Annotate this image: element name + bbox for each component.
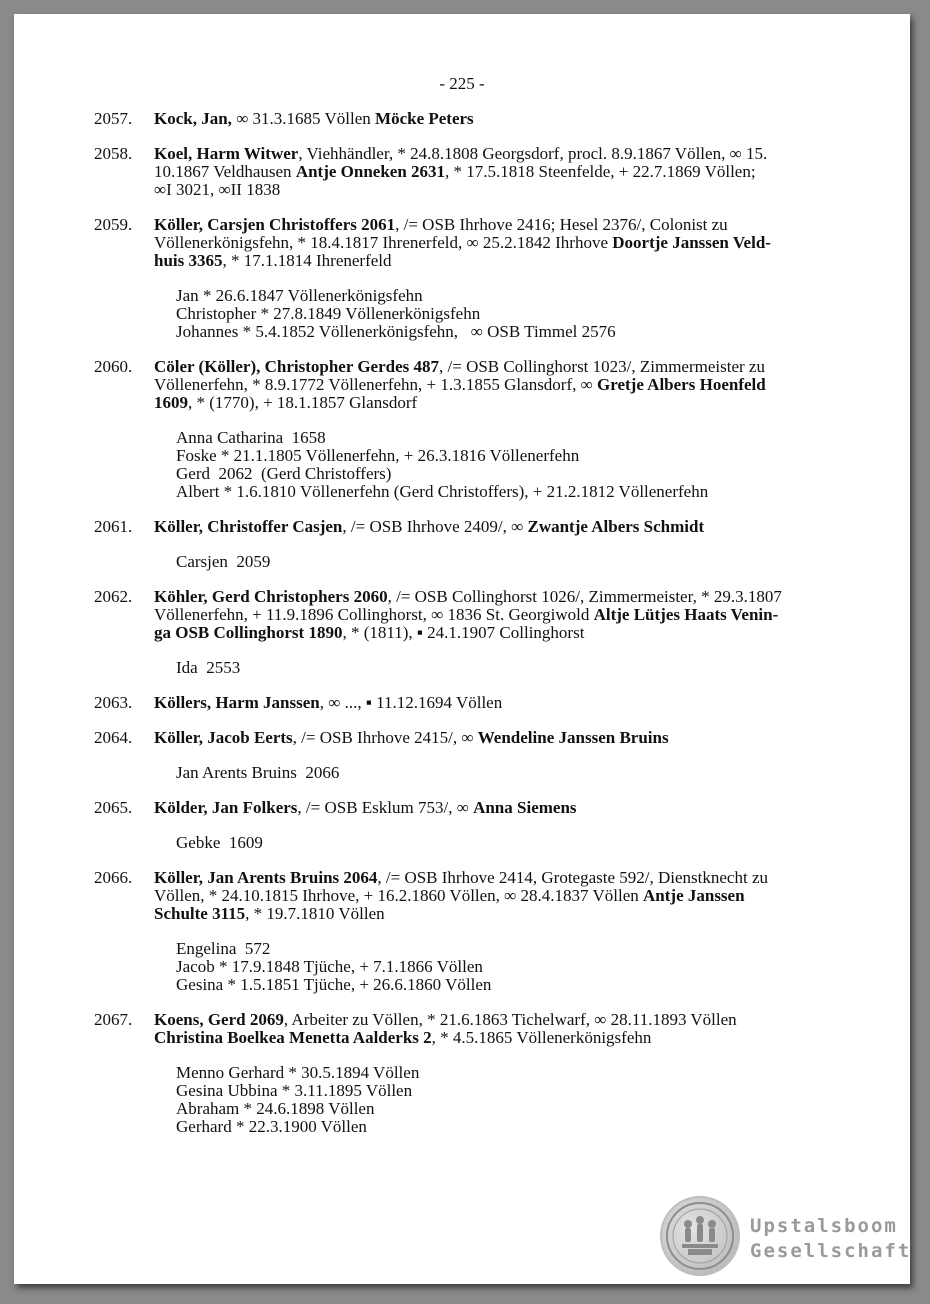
children-list (154, 659, 854, 677)
child-entry: Abraham * 24.6.1898 Völlen (176, 1099, 375, 1118)
entry-body (154, 216, 854, 341)
entry-body (154, 1011, 854, 1136)
entry-name-bold: Altje Lütjes Haats Venin- ga OSB Collinghorst 1890 (154, 605, 779, 642)
entry-name-bold: Köhler, Gerd Christophers 2060 (154, 587, 388, 606)
entry-text-segment: , /= OSB Esklum 753/, ∞ (297, 798, 474, 817)
entry-name-bold: Wendeline Janssen Bruins (477, 728, 669, 747)
entry-text-segment: , ∞ ..., ▪ 11.12.1694 Völlen (319, 693, 503, 712)
children-list (154, 940, 854, 994)
entry-name-bold: Kock, Jan, (154, 109, 232, 128)
child-entry: Foske * 21.1.1805 Völlenerfehn, + 26.3.1816 Völlenerfehn (176, 446, 580, 465)
entry-number: 2057. (94, 109, 133, 128)
entry (94, 110, 854, 128)
entry (94, 694, 854, 712)
entry-name-bold: Cöler (Köller), Christopher Gerdes 487 (154, 357, 440, 376)
entry-number: 2061. (94, 517, 133, 536)
entry-text (154, 216, 854, 270)
entry-text-segment: , /= OSB Ihrhove 2415/, ∞ (292, 728, 478, 747)
child-entry: Anna Catharina 1658 (176, 428, 326, 447)
entry-number: 2067. (94, 1010, 133, 1029)
entry-name-bold: Antje Janssen Schulte 3115 (154, 886, 745, 923)
entry-name-bold: Kölder, Jan Folkers (154, 798, 298, 817)
child-entry: Albert * 1.6.1810 Völlenerfehn (Gerd Christoffers), + 21.2.1812 Völlenerfehn (176, 482, 709, 501)
entry (94, 799, 854, 852)
entry-number: 2058. (94, 144, 133, 163)
entry-text-segment: , * 17.5.1818 Steenfelde, + 22.7.1869 Völlen; ∞I 3021, ∞II 1838 (154, 162, 756, 199)
entry-text (154, 1011, 854, 1047)
children-list (154, 834, 854, 852)
child-entry: Carsjen 2059 (176, 552, 271, 571)
child-entry: Gerd 2062 (Gerd Christoffers) (176, 464, 392, 483)
entry (94, 518, 854, 571)
society-name (750, 1214, 911, 1264)
entry-text-segment: , /= OSB Collinghorst 1023/, Zimmermeister zu Völlenerfehn, * 8.9.1772 Völlenerfehn, + 1.3.1855 Glansdorf, ∞ (154, 357, 765, 394)
entry-body (154, 110, 854, 128)
entry-name-bold: Köller, Carsjen Christoffers 2061 (154, 215, 396, 234)
children-list (154, 287, 854, 341)
entry-body (154, 869, 854, 994)
entry-text (154, 110, 854, 128)
entry-text-segment: , /= OSB Ihrhove 2414, Grotegaste 592/, Dienstknecht zu Völlen, * 24.10.1815 Ihrhove, + 16.2.1860 Völlen, ∞ 28.4.1837 Völlen (154, 868, 768, 905)
child-entry: Johannes * 5.4.1852 Völlenerkönigsfehn, ∞ OSB Timmel 2576 (176, 322, 616, 341)
entry-text (154, 588, 854, 642)
entry-name-bold: Zwantje Albers Schmidt (527, 517, 705, 536)
entry-name-bold: Köllers, Harm Janssen (154, 693, 320, 712)
entry (94, 729, 854, 782)
entry-number: 2060. (94, 357, 133, 376)
child-entry: Gebke 1609 (176, 833, 263, 852)
entry-name-bold: Köller, Christoffer Casjen (154, 517, 343, 536)
entry-number: 2064. (94, 728, 133, 747)
entry-name-bold: Christina Boelkea Menetta Aalderks 2 (154, 1028, 432, 1047)
entry-text (154, 358, 854, 412)
entry-number: 2059. (94, 215, 133, 234)
entry-text (154, 694, 854, 712)
document-page (14, 14, 910, 1284)
entry-name-bold: Möcke Peters (375, 109, 474, 128)
children-list (154, 553, 854, 571)
entry (94, 358, 854, 501)
entry-name-bold: Antje Onneken 2631 (295, 162, 446, 181)
entry-number: 2066. (94, 868, 133, 887)
entry-name-bold: Köller, Jacob Eerts (154, 728, 293, 747)
entry-text-segment: , /= OSB Ihrhove 2409/, ∞ (342, 517, 528, 536)
entry-text (154, 799, 854, 817)
entry-number: 2065. (94, 798, 133, 817)
entry-text (154, 729, 854, 747)
child-entry: Jan Arents Bruins 2066 (176, 763, 340, 782)
page-number: - 225 - (439, 74, 485, 93)
child-entry: Gesina * 1.5.1851 Tjüche, + 26.6.1860 Völlen (176, 975, 492, 994)
entry (94, 588, 854, 677)
entry-name-bold: Anna Siemens (473, 798, 577, 817)
entry-name-bold: Koel, Harm Witwer (154, 144, 299, 163)
entry-text-segment: , * 4.5.1865 Völlenerkönigsfehn (431, 1028, 652, 1047)
child-entry: Jan * 26.6.1847 Völlenerkönigsfehn (176, 286, 423, 305)
entry-name-bold: Köller, Jan Arents Bruins 2064 (154, 868, 378, 887)
entry-text-segment: , * (1811), ▪ 24.1.1907 Collinghorst (342, 623, 585, 642)
entry-body (154, 145, 854, 199)
child-entry: Ida 2553 (176, 658, 241, 677)
child-entry: Jacob * 17.9.1848 Tjüche, + 7.1.1866 Völlen (176, 957, 483, 976)
entry-text-segment: , /= OSB Collinghorst 1026/, Zimmermeister, * 29.3.1807 Völlenerfehn, + 11.9.1896 Collinghorst, ∞ 1836 St. Georgiwold (154, 587, 782, 624)
entry-body (154, 694, 854, 712)
entry-text (154, 518, 854, 536)
entry-name-bold: Gretje Albers Hoenfeld 1609 (154, 375, 766, 412)
entry (94, 1011, 854, 1136)
entry-text-segment: , /= OSB Ihrhove 2416; Hesel 2376/, Colonist zu Völlenerkönigsfehn, * 18.4.1817 Ihrenerfeld, ∞ 25.2.1842 Ihrhove (154, 215, 728, 252)
child-entry: Christopher * 27.8.1849 Völlenerkönigsfehn (176, 304, 481, 323)
society-seal-icon (660, 1196, 740, 1276)
entry-text-segment: , Arbeiter zu Völlen, * 21.6.1863 Tichelwarf, ∞ 28.11.1893 Völlen (283, 1010, 737, 1029)
entry-body (154, 799, 854, 852)
entry-body (154, 518, 854, 571)
child-entry: Gerhard * 22.3.1900 Völlen (176, 1117, 367, 1136)
entry-name-bold: Koens, Gerd 2069 (154, 1010, 284, 1029)
entry (94, 869, 854, 994)
society-name-line2: Gesellschaft (750, 1240, 912, 1262)
society-name-line1: Upstalsboom (750, 1215, 898, 1237)
entry-text-segment: , Viehhändler, * 24.8.1808 Georgsdorf, procl. 8.9.1867 Völlen, ∞ 15. 10.1867 Veldhausen (154, 144, 768, 181)
entry-text (154, 145, 854, 199)
children-list (154, 764, 854, 782)
entry-text-segment: , * 17.1.1814 Ihrenerfeld (222, 251, 392, 270)
entry-text (154, 869, 854, 923)
entry-body (154, 358, 854, 501)
entry (94, 216, 854, 341)
entry-name-bold: Doortje Janssen Veld- huis 3365 (154, 233, 771, 270)
entry-list (94, 110, 854, 1153)
entry-number: 2063. (94, 693, 133, 712)
entry-number: 2062. (94, 587, 133, 606)
entry-body (154, 729, 854, 782)
entry-text-segment: , * 19.7.1810 Völlen (245, 904, 385, 923)
entry-text-segment: , * (1770), + 18.1.1857 Glansdorf (188, 393, 418, 412)
children-list (154, 429, 854, 501)
child-entry: Menno Gerhard * 30.5.1894 Völlen (176, 1063, 420, 1082)
entry-body (154, 588, 854, 677)
child-entry: Engelina 572 (176, 939, 271, 958)
child-entry: Gesina Ubbina * 3.11.1895 Völlen (176, 1081, 413, 1100)
entry (94, 145, 854, 199)
children-list (154, 1064, 854, 1136)
entry-text-segment: ∞ 31.3.1685 Völlen (231, 109, 376, 128)
